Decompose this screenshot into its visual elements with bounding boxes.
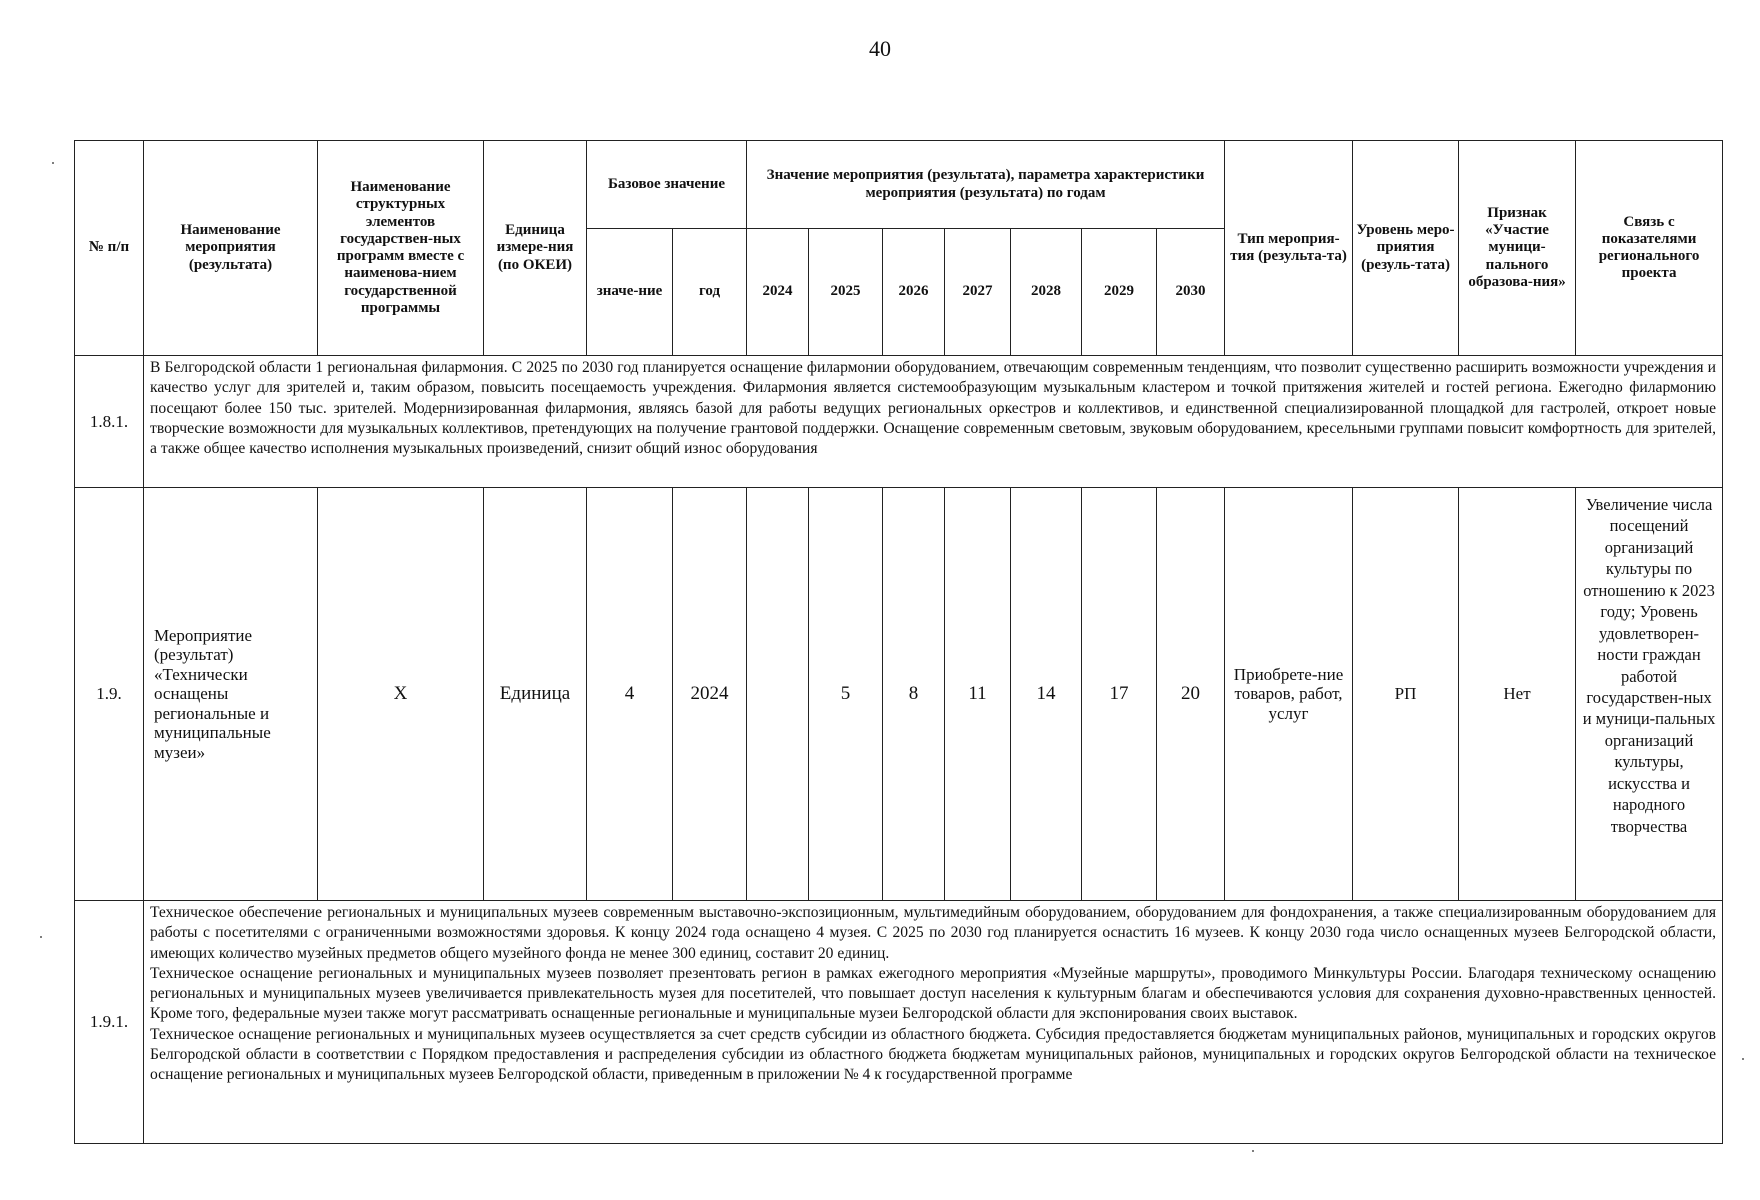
value-2026: 8	[883, 488, 945, 901]
struct-element: Х	[318, 488, 484, 901]
header-year-2030: 2030	[1157, 229, 1225, 356]
value-2024	[747, 488, 809, 901]
header-unit: Единица измере-ния (по ОКЕИ)	[484, 141, 587, 356]
row-num: 1.8.1.	[75, 356, 144, 488]
page-number: 40	[869, 36, 891, 61]
scan-speck	[1742, 1058, 1744, 1060]
unit-value: Единица	[484, 488, 587, 901]
header-link: Связь с показателями регионального проекта	[1576, 141, 1723, 356]
description-paragraph: Техническое оснащение региональных и муниципальных музеев осуществляется за счет средств субсидии из областного бюджета. Субсидия предоставляется бюджетам муниципальных районов, муниципальных и городских округов Белгородской области в соответствии с Порядком предоставления и распределения субсидии из областного бюджета бюджетам муниципальных районов, муниципальных и городских округов Белгородской области на техническое оснащение региональных и муниципальных музеев Белгородской области, приведенным в приложении № 4 к государственной программе	[150, 1025, 1717, 1084]
value-2030: 20	[1157, 488, 1225, 901]
header-base: Базовое значение	[587, 141, 747, 229]
header-struct: Наименование структурных элементов государствен-ных программ вместе с наименова-нием государственной программы	[318, 141, 484, 356]
header-year-2027: 2027	[945, 229, 1011, 356]
header-level: Уровень меро-приятия (резуль-тата)	[1353, 141, 1459, 356]
row-description: В Белгородской области 1 региональная филармония. С 2025 по 2030 год планируется оснащение филармонии оборудованием, отвечающим современным тенденциям, что позволит существенно расширить возможности учреждения и качество услуг для зрителей и, таким образом, повысить посещаемость учреждения. Филармония является системообразующим музыкальным кластером и точкой притяжения жителей и гостей региона. Ежегодно филармонию посещают более 150 тыс. зрителей. Модернизированная филармония, являясь базой для работы ведущих региональных оркестров и коллективов, и единственной специализированной площадкой для гастролей, откроет новые творческие возможности для музыкальных коллективов, претендующих на получение грантовой поддержки. Оснащение современным световым, звуковым оборудованием, кресельными группами повысит комфортность для зрителей, а также общее качество исполнения музыкальных произведений, снизит общий износ оборудования	[144, 356, 1723, 488]
measure-type: Приобрете-ние товаров, работ, услуг	[1225, 488, 1353, 901]
value-2027: 11	[945, 488, 1011, 901]
municipal-sign: Нет	[1459, 488, 1576, 901]
value-2025: 5	[809, 488, 883, 901]
header-type: Тип мероприя-тия (результа-та)	[1225, 141, 1353, 356]
base-value: 4	[587, 488, 673, 901]
header-year-2026: 2026	[883, 229, 945, 356]
table-row	[75, 488, 1723, 901]
description-paragraph: Техническое оснащение региональных и муниципальных музеев позволяет презентовать регион в рамках ежегодного мероприятия «Музейные маршруты», проводимого Минкультуры России. Благодаря техническому оснащению региональных и муниципальных музеев увеличивается привлекательность музея для посетителей, что повышает доступ населения к культурным благам и обеспечиваются условия для сохранения духовно-нравственных ценностей. Кроме того, федеральные музеи также могут рассматривать оснащенные региональные и муниципальные музеи Белгородской области для экспонирования своих выставок.	[150, 964, 1717, 1023]
base-year: 2024	[673, 488, 747, 901]
header-base-year: год	[673, 229, 747, 356]
measure-name: Мероприятие (результат) «Технически оснащены региональные и муниципальные музеи»	[144, 488, 318, 901]
row-num: 1.9.	[75, 488, 144, 901]
header-year-2025: 2025	[809, 229, 883, 356]
measure-level: РП	[1353, 488, 1459, 901]
measures-table	[74, 140, 1723, 1144]
regional-project-link: Увеличение числа посещений организаций культуры по отношению к 2023 году; Уровень удовлетворен-ности граждан работой государствен-ных и муници-пальных организаций культуры, искусства и народного творчества	[1576, 488, 1723, 901]
header-year-2029: 2029	[1082, 229, 1157, 356]
row-description	[144, 901, 1723, 1144]
table-row	[75, 901, 1723, 1144]
row-num: 1.9.1.	[75, 901, 144, 1144]
header-base-value: значе-ние	[587, 229, 673, 356]
header-year-2028: 2028	[1011, 229, 1082, 356]
scan-speck	[52, 162, 54, 164]
scan-speck	[1252, 1150, 1254, 1152]
scan-speck	[40, 936, 42, 938]
header-year-2024: 2024	[747, 229, 809, 356]
header-sign: Признак «Участие муници-пального образова-ния»	[1459, 141, 1576, 356]
header-name: Наименование мероприятия (результата)	[144, 141, 318, 356]
header-values-group: Значение мероприятия (результата), параметра характеристики мероприятия (результата) по годам	[747, 141, 1225, 229]
table-row	[75, 356, 1723, 488]
value-2028: 14	[1011, 488, 1082, 901]
description-paragraph: Техническое обеспечение региональных и муниципальных музеев современным выставочно-экспозиционным, мультимедийным оборудованием, оборудованием для фондохранения, а также специализированным оборудованием для работы с посетителями с ограниченными возможностями здоровья. К концу 2024 года оснащено 4 музея. С 2025 по 2030 год планируется оснастить 16 музеев. К концу 2030 года число оснащенных музеев Белгородской области, имеющих количество музейных предметов общего музейного фонда не менее 300 единиц, составит 20 единиц.	[150, 904, 1717, 962]
header-num: № п/п	[75, 141, 144, 356]
value-2029: 17	[1082, 488, 1157, 901]
